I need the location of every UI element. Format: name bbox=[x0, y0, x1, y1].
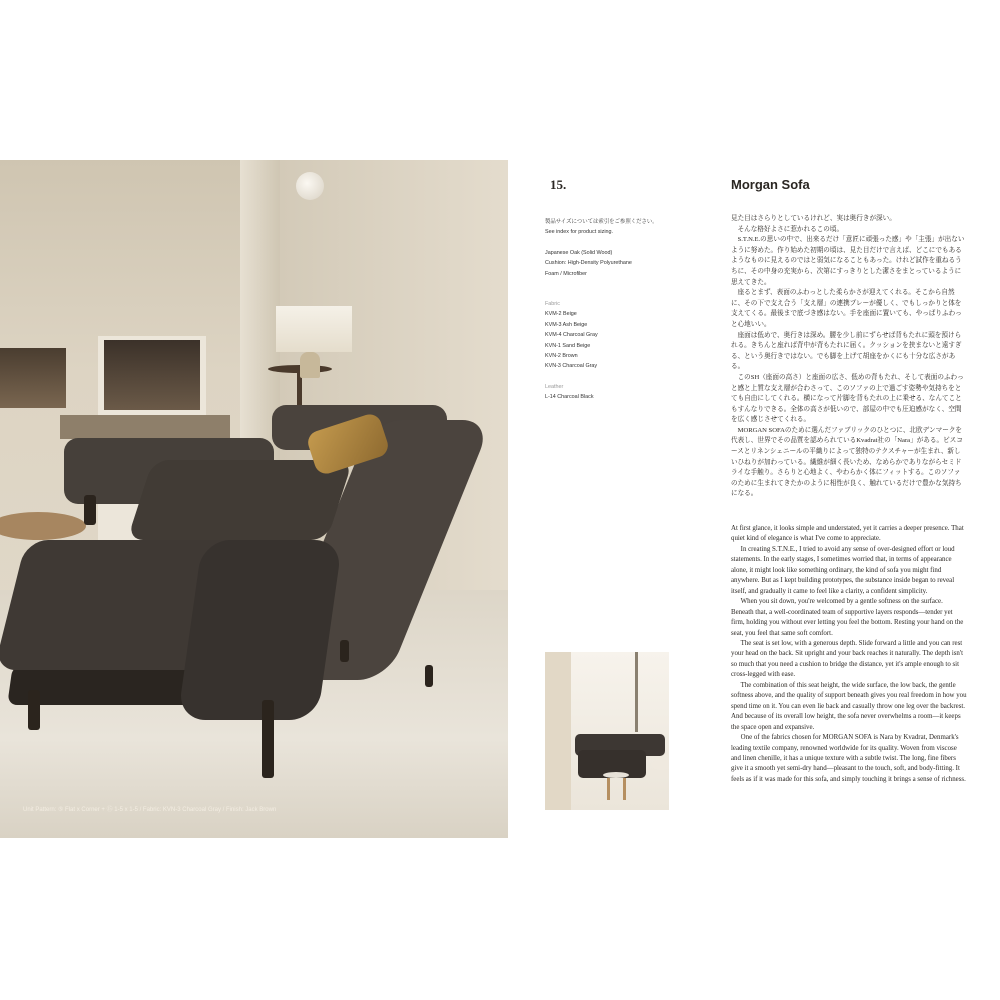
paragraph: このSH（座面の高さ）と座面の広さ、低めの背もたれ、そして表面のふわっと感と上質な支え層が合わさって、このソファの上で過ごす姿勢や気持ちをとても自由にしてくれる。横になって片脚を背もたれの上に乗せる、なんてこともすんなりできる。全体の高さが低いので、部屋の中でも圧迫感がなく、空間を広く感じさせてくれる。 bbox=[731, 373, 964, 424]
paragraph: In creating S.T.N.E., I tried to avoid any sense of over-designed effort or loud statements. In the early stages, I sometimes worried that, in terms of appearance alone, it might look like something ordinary, the kind of sofa you might find anywhere. But as I kept building prototypes, the substance inside began to reveal itself, and gradually it came to feel like a clarity, a confident simplicity. bbox=[731, 545, 955, 595]
page-number: 15. bbox=[550, 177, 567, 192]
thumb-wall bbox=[545, 652, 571, 810]
room-thumbnail-photo bbox=[545, 652, 669, 810]
wall-sconce bbox=[296, 172, 324, 200]
paragraph: The combination of this seat height, the wide surface, the low back, the gentle softness above, and the quality of support beneath gives you real freedom in how you spend time on it. You can even lie back and casually throw one leg over the backrest. And because of its overall low height, the sofa never overwhelms a room—it keeps the space open and expansive. bbox=[731, 681, 967, 731]
fabric-option: KVM-4 Charcoal Gray bbox=[545, 332, 598, 339]
paragraph: S.T.N.E.の思いの中で、出来るだけ「意匠に頑張った感」や「主張」が出ないように努めた。作り始めた初期の頃は、見た目だけで言えば、どこにでもあるようなものに見えるのではと弱気になることもあった。けれど試作を重ねるうちに、その中身の充実から、次第にすっきりとした潔さをまとっているように思えてきた。 bbox=[731, 236, 965, 286]
paragraph: At first glance, it looks simple and understated, yet it carries a deeper presence. That quiet kind of elegance is what I've come to appreciate. bbox=[731, 525, 964, 543]
material: Foam / Microfiber bbox=[545, 270, 587, 277]
product-title: Morgan Sofa bbox=[731, 177, 810, 192]
sofa-arm bbox=[177, 540, 342, 720]
body-text-japanese bbox=[731, 214, 967, 500]
paragraph: One of the fabrics chosen for MORGAN SOFA is Nara by Kvadrat, Denmark's leading textile company, renowned worldwide for its quality. Woven from viscose and linen chenille, it has a unique texture with a subtle twist. The long, fine fibers give it a smooth yet semi-dry hand—pleasant to the touch, soft, and body-fitting. It feels as if it was made for this sofa, and simply touching it brings a sense of richness. bbox=[731, 734, 966, 783]
fabric-option: KVN-2 Brown bbox=[545, 353, 578, 360]
material: Japanese Oak (Solid Wood) bbox=[545, 249, 613, 256]
main-sofa-photo bbox=[0, 160, 508, 838]
lamp-shade bbox=[276, 306, 352, 352]
material: Cushion: High-Density Polyurethane bbox=[545, 260, 632, 267]
fabric-option: KVN-3 Charcoal Gray bbox=[545, 363, 598, 370]
paragraph: MORGAN SOFAのために選んだファブリックのひとつに、北欧デンマークを代表し、世界でその品質を認められているKvadrat社の「Nara」がある。ビスコースとリネンシェニールの平織りによって独特のテクスチャーが生まれ、新しいひねりが加わっている。繊維が細く長いため、なめらかでありながらセミドライな手触り。さらりと心地よく、やわらかく体にフィットする。このソファのために生まれてきたかのように相性が良く、触れているだけで豊かな気持ちになる。 bbox=[731, 426, 963, 498]
sofa-leg bbox=[340, 640, 349, 662]
thumb-table bbox=[651, 760, 669, 770]
body-text-column bbox=[731, 214, 967, 785]
paragraph: 座るとまず、表面のふわっとした柔らかさが迎えてくれる。そこから自然に、その下で支え合う「支え層」の連携プレーが優しく、でもしっかりと体を支えてくる。最後まで底づき感はない。手を座面に置いても、やっぱりふわっと心地いい。 bbox=[731, 289, 962, 328]
paragraph: 座面は低めで、奥行きは深め。腰を少し前にずらせば背もたれに頭を預けられる。きちんと座れば背中が背もたれに届く。クッションを挟まないと遠すぎる、という奥行きではない。でも脚を上げて胡座をかくにも十分な広さがある。 bbox=[731, 331, 962, 371]
hearth bbox=[60, 415, 230, 439]
paragraph: 見た目はさらりとしているけれど、実は奥行きが深い。 bbox=[731, 215, 896, 222]
spec-list bbox=[545, 217, 715, 403]
leather-label: Leather bbox=[545, 383, 564, 390]
sofa-leg bbox=[425, 665, 433, 687]
sofa-leg bbox=[28, 690, 40, 730]
paragraph: そんな格好よさに惹かれるこの頃。 bbox=[737, 225, 844, 233]
firewood-niche bbox=[0, 348, 66, 408]
size-note-jp: 製品サイズについては索引をご参照ください。 bbox=[545, 219, 658, 225]
paragraph: When you sit down, you're welcomed by a gentle softness on the surface. Beneath that, a well-coordinated team of supportive layers responds—tender yet firm, holding you without ever letting you feel the bottom. Resting your hand on the seat, you feel that same soft comfort. bbox=[731, 598, 964, 637]
photo-caption: Unit Pattern: ⑤ Flat x Corner + ⑮ 1-5 x 1-5 / Fabric: KVN-3 Charcoal Gray / Finish: Jack Brown bbox=[23, 807, 277, 813]
sofa-leg bbox=[262, 700, 274, 778]
thumb-stool-leg bbox=[607, 778, 610, 800]
leather-option: L-14 Charcoal Black bbox=[545, 394, 594, 401]
fabric-option: KVN-1 Sand Beige bbox=[545, 342, 591, 349]
size-note-en: See index for product sizing. bbox=[545, 229, 614, 236]
thumb-stool-leg bbox=[623, 778, 626, 800]
body-text-english bbox=[731, 524, 967, 785]
fabric-option: KVM-3 Ash Beige bbox=[545, 321, 588, 328]
fabric-label: Fabric bbox=[545, 301, 560, 308]
sofa-leg bbox=[84, 495, 96, 525]
lamp-base bbox=[300, 352, 320, 378]
window-frame bbox=[635, 652, 638, 732]
fabric-option: KVM-2 Beige bbox=[545, 311, 577, 318]
fireplace-opening bbox=[104, 340, 200, 410]
paragraph: The seat is set low, with a generous depth. Slide forward a little and you can rest your head on the back. Sit upright and your back reaches it naturally. The depth isn't so much that you need a cushion to bridge the distance, yet it's ample enough to sit cross-legged with ease. bbox=[731, 640, 964, 679]
